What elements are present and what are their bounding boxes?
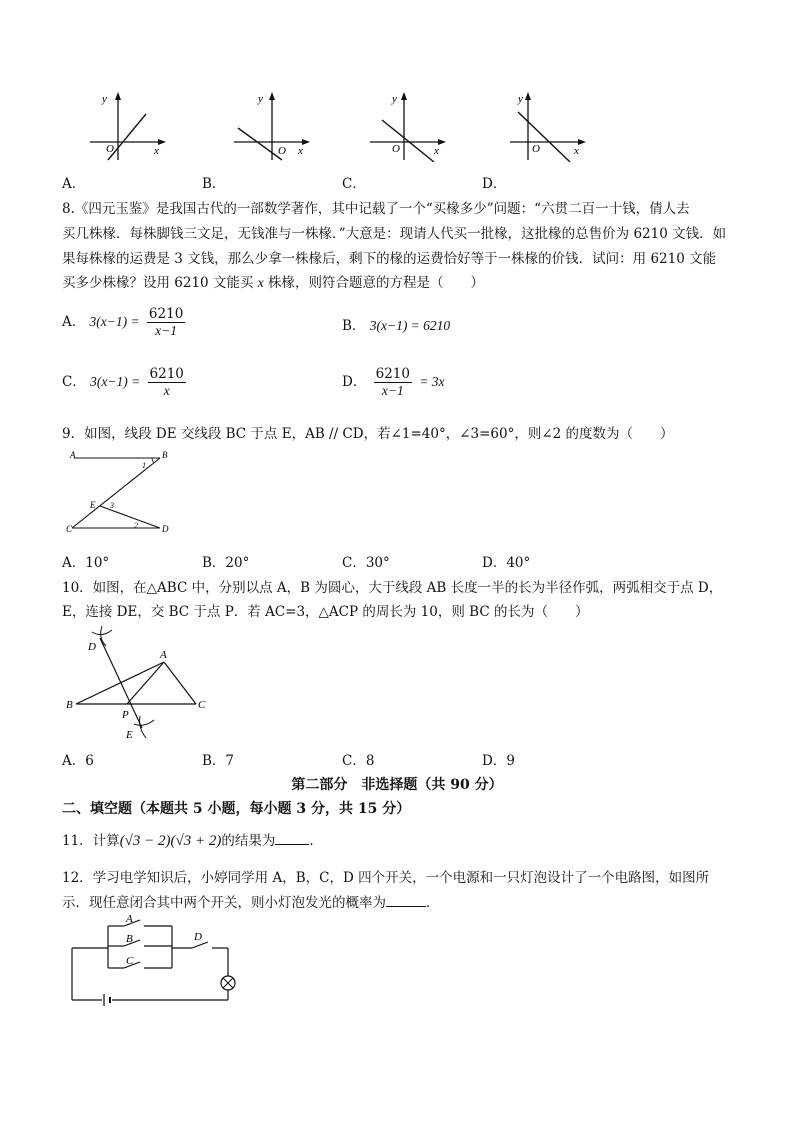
svg-text:O: O xyxy=(106,143,114,155)
q8-stem-line1: 8.《四元玉鉴》是我国古代的一部数学著作，其中记载了一个“买椽多少”问题：“六贯二百一十钱，倩人去 xyxy=(62,201,690,217)
q7-graph-c xyxy=(368,92,448,162)
q7-option-b: B． xyxy=(202,176,226,192)
q8-option-a: A． 3(x−1) = $\frac{6210}{x-1}$ xyxy=(62,306,184,338)
q9-stem: 9．如图，线段 DE 交线段 BC 于点 E，AB // CD，若∠1=40°，∠3=60°，则∠2 的度数为（ ） xyxy=(62,426,674,442)
q9-label-d: D xyxy=(162,524,169,534)
q10-label-b: B xyxy=(66,699,73,711)
q12-label-a: A xyxy=(126,913,133,925)
q8-stem-line4-b: 株椽，则符合题意的方程是（ ） xyxy=(263,275,485,291)
q9-angle-1: 1 xyxy=(142,461,146,470)
svg-text:y: y xyxy=(518,93,523,105)
q7-graph-b xyxy=(232,92,312,162)
q8-stem-line3: 果每株椽的运费是 3 文钱，那么少拿一株椽后，剩下的椽的运费恰好等于一株椽的价钱．试问：用 6210 文能 xyxy=(62,251,717,267)
q9-angle-3: 3 xyxy=(110,501,114,510)
q10-option-b: B．7 xyxy=(202,753,235,769)
part2-title: 第二部分 非选择题（共 90 分） xyxy=(291,777,503,793)
q11-expression: (√3 − 2)(√3 + 2) xyxy=(119,833,222,849)
q12-circuit-diagram xyxy=(68,912,248,1008)
svg-text:x: x xyxy=(574,145,579,157)
q7-option-a: A． xyxy=(62,176,86,192)
q9-option-d: D．40° xyxy=(482,555,531,571)
section-fill-in-title: 二、填空题（本题共 5 小题，每小题 3 分，共 15 分） xyxy=(62,801,411,817)
svg-text:y: y xyxy=(258,93,263,105)
q9-option-a: A．10° xyxy=(62,555,110,571)
q8-stem-line4 xyxy=(62,271,484,291)
q7-option-d: D． xyxy=(482,176,507,192)
q9-option-c: C．30° xyxy=(342,555,390,571)
q12-label-c: C xyxy=(126,955,134,967)
q9-figure xyxy=(64,448,174,538)
q10-stem-line1: 10．如图，在△ABC 中，分别以点 A，B 为圆心，大于线段 AB 长度一半的长为半径作弧，两弧相交于点 D， xyxy=(62,580,723,596)
q8-stem-line2: 买几株椽．每株脚钱三文足，无钱准与一株椽．”大意是：现请人代买一批椽，这批椽的总售价为 6210 文钱．如 xyxy=(62,226,727,242)
q10-stem-line2: E，连接 DE，交 BC 于点 P．若 AC=3，△ACP 的周长为 10，则 BC 的长为（ ） xyxy=(62,604,589,620)
q10-option-c: C．8 xyxy=(342,753,375,769)
q10-option-a: A．6 xyxy=(62,753,94,769)
q9-label-a: A xyxy=(70,450,76,460)
svg-text:O: O xyxy=(278,145,286,157)
q8-option-c: C． 3(x−1) = $\frac{6210}{x}$ xyxy=(62,366,184,398)
q12-label-d: D xyxy=(194,931,202,943)
q12-stem-line1: 12．学习电学知识后，小婷同学用 A，B，C，D 四个开关，一个电源和一只灯泡设计了一个电路图，如图所 xyxy=(62,870,710,886)
q10-label-d: D xyxy=(88,641,96,653)
q11-answer-blank[interactable] xyxy=(275,832,309,845)
q11-stem: 11．计算(√3 − 2)(√3 + 2)的结果为 ． xyxy=(62,833,323,849)
svg-text:x: x xyxy=(298,145,303,157)
q10-label-e: E xyxy=(126,729,133,741)
q10-label-a: A xyxy=(160,649,167,661)
q8-option-d: D． $\frac{6210}{x-1}$ = 3x xyxy=(342,366,445,398)
q10-option-d: D．9 xyxy=(482,753,515,769)
q12-stem-line2: 示．现任意闭合其中两个开关，则小灯泡发光的概率为 ． xyxy=(62,895,440,911)
q9-option-b: B．20° xyxy=(202,555,250,571)
q10-label-c: C xyxy=(198,699,206,711)
q9-label-c: C xyxy=(66,524,73,534)
q7-option-c: C． xyxy=(342,176,366,192)
q12-answer-blank[interactable] xyxy=(386,894,426,907)
q9-label-b: B xyxy=(162,450,168,460)
svg-text:x: x xyxy=(434,145,439,157)
q7-graph-d xyxy=(508,92,588,162)
q7-graph-a xyxy=(88,92,168,162)
svg-text:O: O xyxy=(532,143,540,155)
q9-label-e: E xyxy=(90,500,96,510)
q10-figure xyxy=(62,624,222,744)
q8-option-b: B． 3(x−1) = 6210 xyxy=(342,318,451,334)
q8-stem-line4-a: 买多少株椽？设用 6210 文能买 xyxy=(62,275,258,291)
q8-var-x: x xyxy=(257,275,264,290)
svg-text:x: x xyxy=(154,145,159,157)
svg-text:y: y xyxy=(102,93,107,105)
q12-label-b: B xyxy=(126,933,133,945)
q10-label-p: P xyxy=(122,709,129,721)
svg-text:O: O xyxy=(392,143,400,155)
q9-angle-2: 2 xyxy=(134,521,138,530)
svg-text:y: y xyxy=(392,93,397,105)
